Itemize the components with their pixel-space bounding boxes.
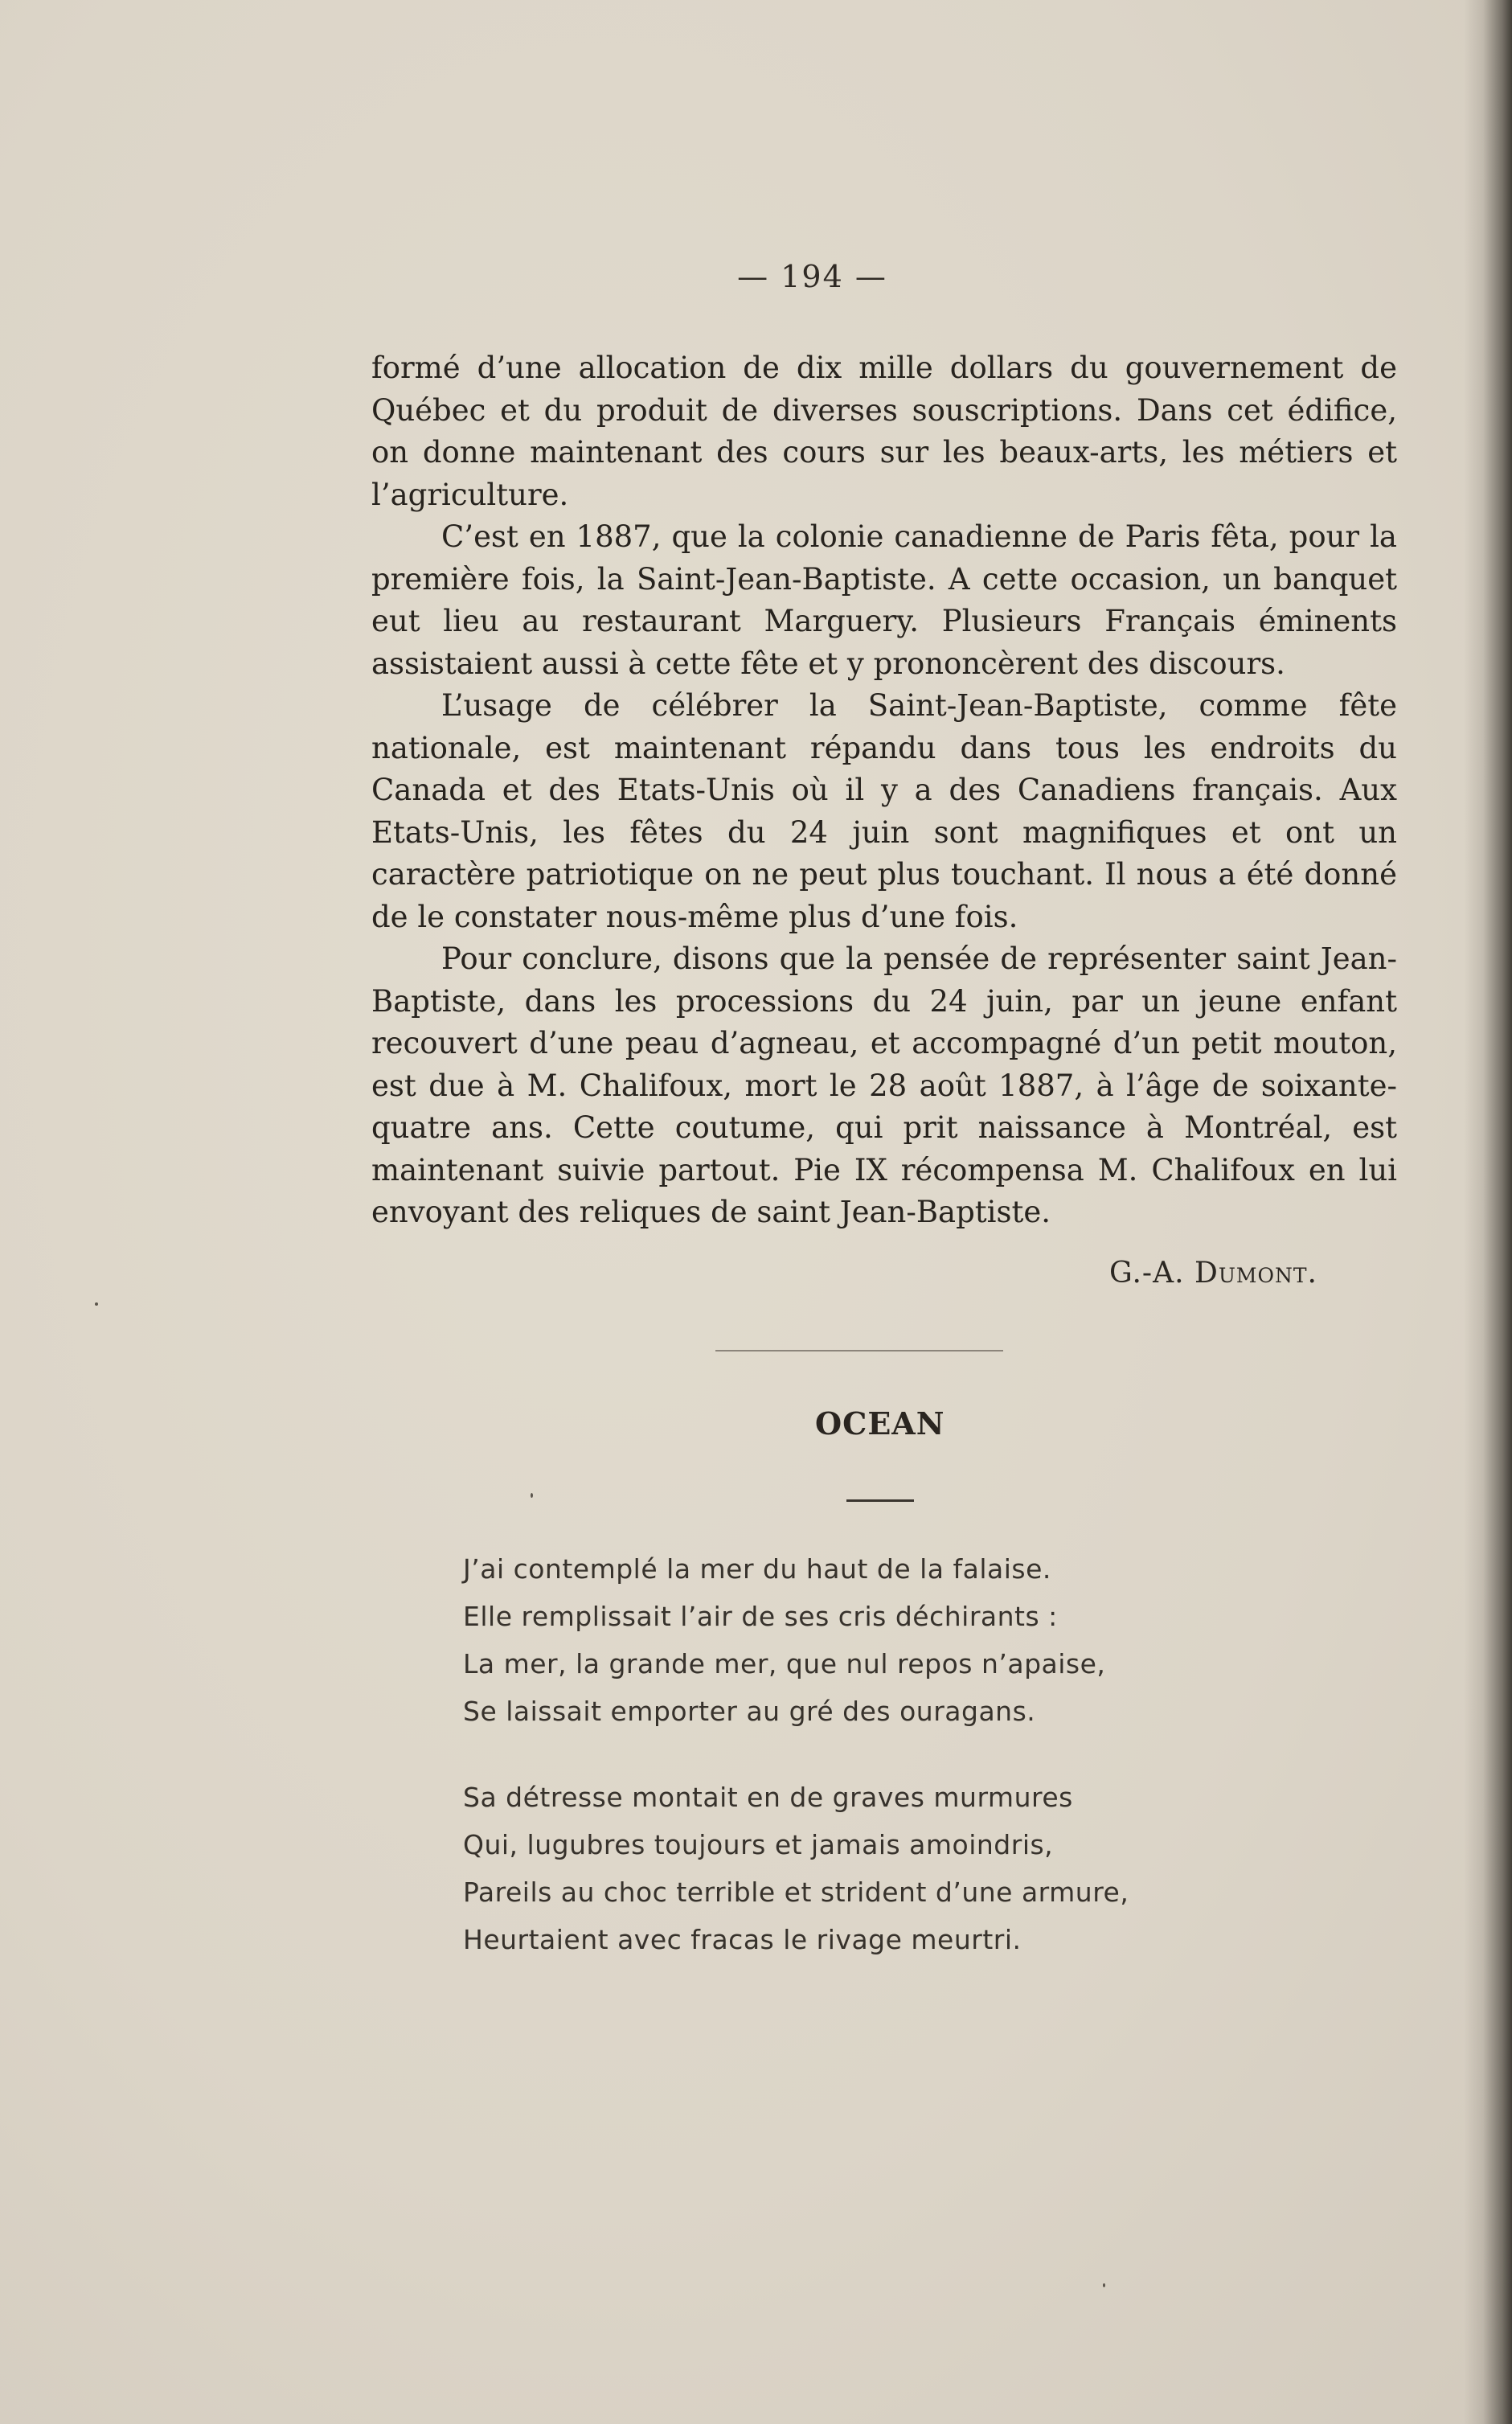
verse-line: Elle remplissait l’air de ses cris déchirants : <box>463 1601 1058 1632</box>
poem-body <box>463 1545 1267 1963</box>
verse-line: Pareils au choc terrible et strident d’une armure, <box>463 1876 1129 1908</box>
paper-speck <box>1103 2283 1105 2287</box>
signature-initials: G.-A. <box>1109 1257 1185 1290</box>
verse-line: Sa détresse montait en de graves murmures <box>463 1782 1073 1813</box>
verse-line: Se laissait emporter au gré des ouragans. <box>463 1696 1036 1727</box>
paragraph-1: formé d’une allocation de dix mille dollars du gouvernement de Québec et du produit de diverses souscriptions. Dans cet édifice, on donne maintenant des cours sur les beaux-arts, les métiers et l’agriculture. <box>371 351 1397 512</box>
stanza-2 <box>463 1774 1267 1963</box>
page-edge-shadow <box>1464 0 1512 2424</box>
paragraph-2: C’est en 1887, que la colonie canadienne de Paris fêta, pour la première fois, la Saint-Jean-Baptiste. A cette occasion, un banquet eut lieu au restaurant Marguery. Plusieurs Français éminents assistaient aussi à cette fête et y prononcèrent des discours. <box>371 519 1397 681</box>
verse-line: Heurtaient avec fracas le rivage meurtri. <box>463 1924 1022 1955</box>
paper-speck <box>95 1302 98 1306</box>
stanza-1 <box>463 1545 1267 1735</box>
paragraph-4: Pour conclure, disons que la pensée de représenter saint Jean-Baptiste, dans les processions du 24 juin, par un jeune enfant recouvert d’une peau d’agneau, et accompagné d’un petit mouton, est due à M. Chalifoux, mort le 28 août 1887, à l’âge de soixante-quatre ans. Cette coutume, qui prit naissance à Montréal, est maintenant suivie partout. Pie IX récompensa M. Chalifoux en lui envoyant des reliques de saint Jean-Baptiste. <box>371 941 1397 1229</box>
verse-line: Qui, lugubres toujours et jamais amoindris, <box>463 1829 1054 1860</box>
poem-title: OCEAN <box>815 1405 945 1442</box>
section-divider <box>715 1350 1003 1351</box>
verse-line: J’ai contemplé la mer du haut de la falaise. <box>463 1553 1051 1585</box>
verse-line: La mer, la grande mer, que nul repos n’apaise, <box>463 1648 1106 1680</box>
author-signature <box>1109 1257 1317 1290</box>
paper-speck <box>531 1493 533 1498</box>
prose-body <box>371 347 1397 1234</box>
paragraph-3: L’usage de célébrer la Saint-Jean-Baptiste, comme fête nationale, est maintenant répandu dans tous les endroits du Canada et des Etats-Unis où il y a des Canadiens français. Aux Etats-Unis, les fêtes du 24 juin sont magnifiques et ont un caractère patriotique on ne peut plus touchant. Il nous a été donné de le constater nous-même plus d’une fois. <box>371 688 1397 934</box>
title-underline <box>846 1499 914 1502</box>
signature-name: Dumont. <box>1194 1257 1318 1290</box>
page-number: — 194 — <box>737 259 887 294</box>
